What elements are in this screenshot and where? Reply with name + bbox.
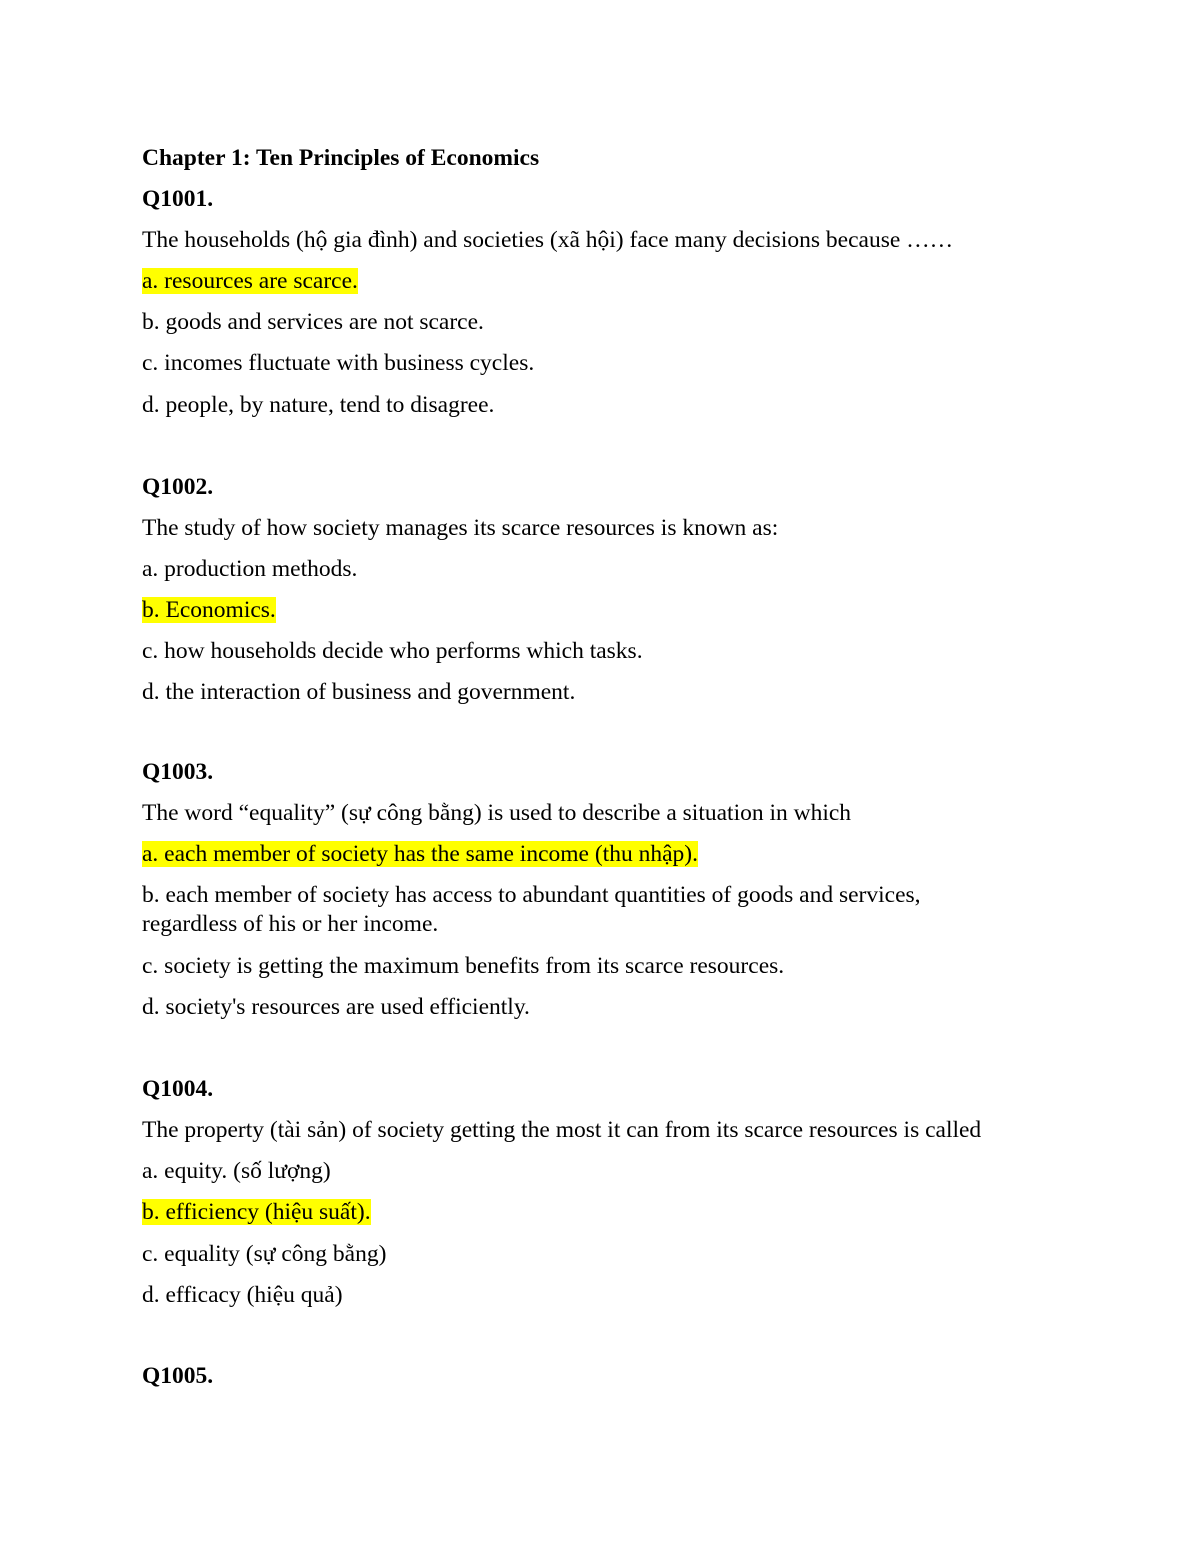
answer-highlight: b. Economics. bbox=[142, 597, 276, 623]
option-q1002-a: a. production methods. bbox=[142, 556, 358, 582]
question-stem-q1002: The study of how society manages its scarce resources is known as: bbox=[142, 515, 779, 541]
question-stem-q1004: The property (tài sản) of society getting the most it can from its scarce resources is called bbox=[142, 1117, 982, 1143]
answer-highlight: a. resources are scarce. bbox=[142, 268, 358, 294]
option-q1001-c: c. incomes fluctuate with business cycles. bbox=[142, 350, 535, 376]
question-id-q1003: Q1003. bbox=[142, 759, 214, 785]
question-stem-q1001: The households (hộ gia đình) and societies (xã hội) face many decisions because …… bbox=[142, 227, 954, 253]
option-q1003-c: c. society is getting the maximum benefits from its scarce resources. bbox=[142, 953, 785, 979]
question-stem-q1003: The word “equality” (sự công bằng) is used to describe a situation in which bbox=[142, 800, 852, 826]
option-q1002-b bbox=[142, 596, 276, 624]
option-q1001-a bbox=[142, 267, 358, 295]
option-q1001-b: b. goods and services are not scarce. bbox=[142, 309, 484, 335]
option-q1003-d: d. society's resources are used efficiently. bbox=[142, 994, 530, 1020]
option-q1003-b: b. each member of society has access to abundant quantities of goods and services, regardless of his or her income. bbox=[142, 882, 921, 937]
option-q1001-d: d. people, by nature, tend to disagree. bbox=[142, 392, 495, 418]
option-q1004-b bbox=[142, 1198, 371, 1226]
option-q1004-d: d. efficacy (hiệu quả) bbox=[142, 1282, 343, 1308]
answer-highlight: a. each member of society has the same income (thu nhập). bbox=[142, 841, 698, 867]
chapter-title: Chapter 1: Ten Principles of Economics bbox=[142, 145, 540, 171]
question-id-q1002: Q1002. bbox=[142, 474, 214, 500]
option-q1002-c: c. how households decide who performs which tasks. bbox=[142, 638, 643, 664]
option-q1002-d: d. the interaction of business and government. bbox=[142, 679, 576, 705]
option-q1004-c: c. equality (sự công bằng) bbox=[142, 1241, 387, 1267]
question-id-q1001: Q1001. bbox=[142, 186, 214, 212]
question-id-q1005: Q1005. bbox=[142, 1363, 214, 1389]
answer-highlight: b. efficiency (hiệu suất). bbox=[142, 1199, 371, 1225]
question-id-q1004: Q1004. bbox=[142, 1076, 214, 1102]
option-q1003-a bbox=[142, 840, 698, 868]
option-q1004-a: a. equity. (số lượng) bbox=[142, 1158, 331, 1184]
